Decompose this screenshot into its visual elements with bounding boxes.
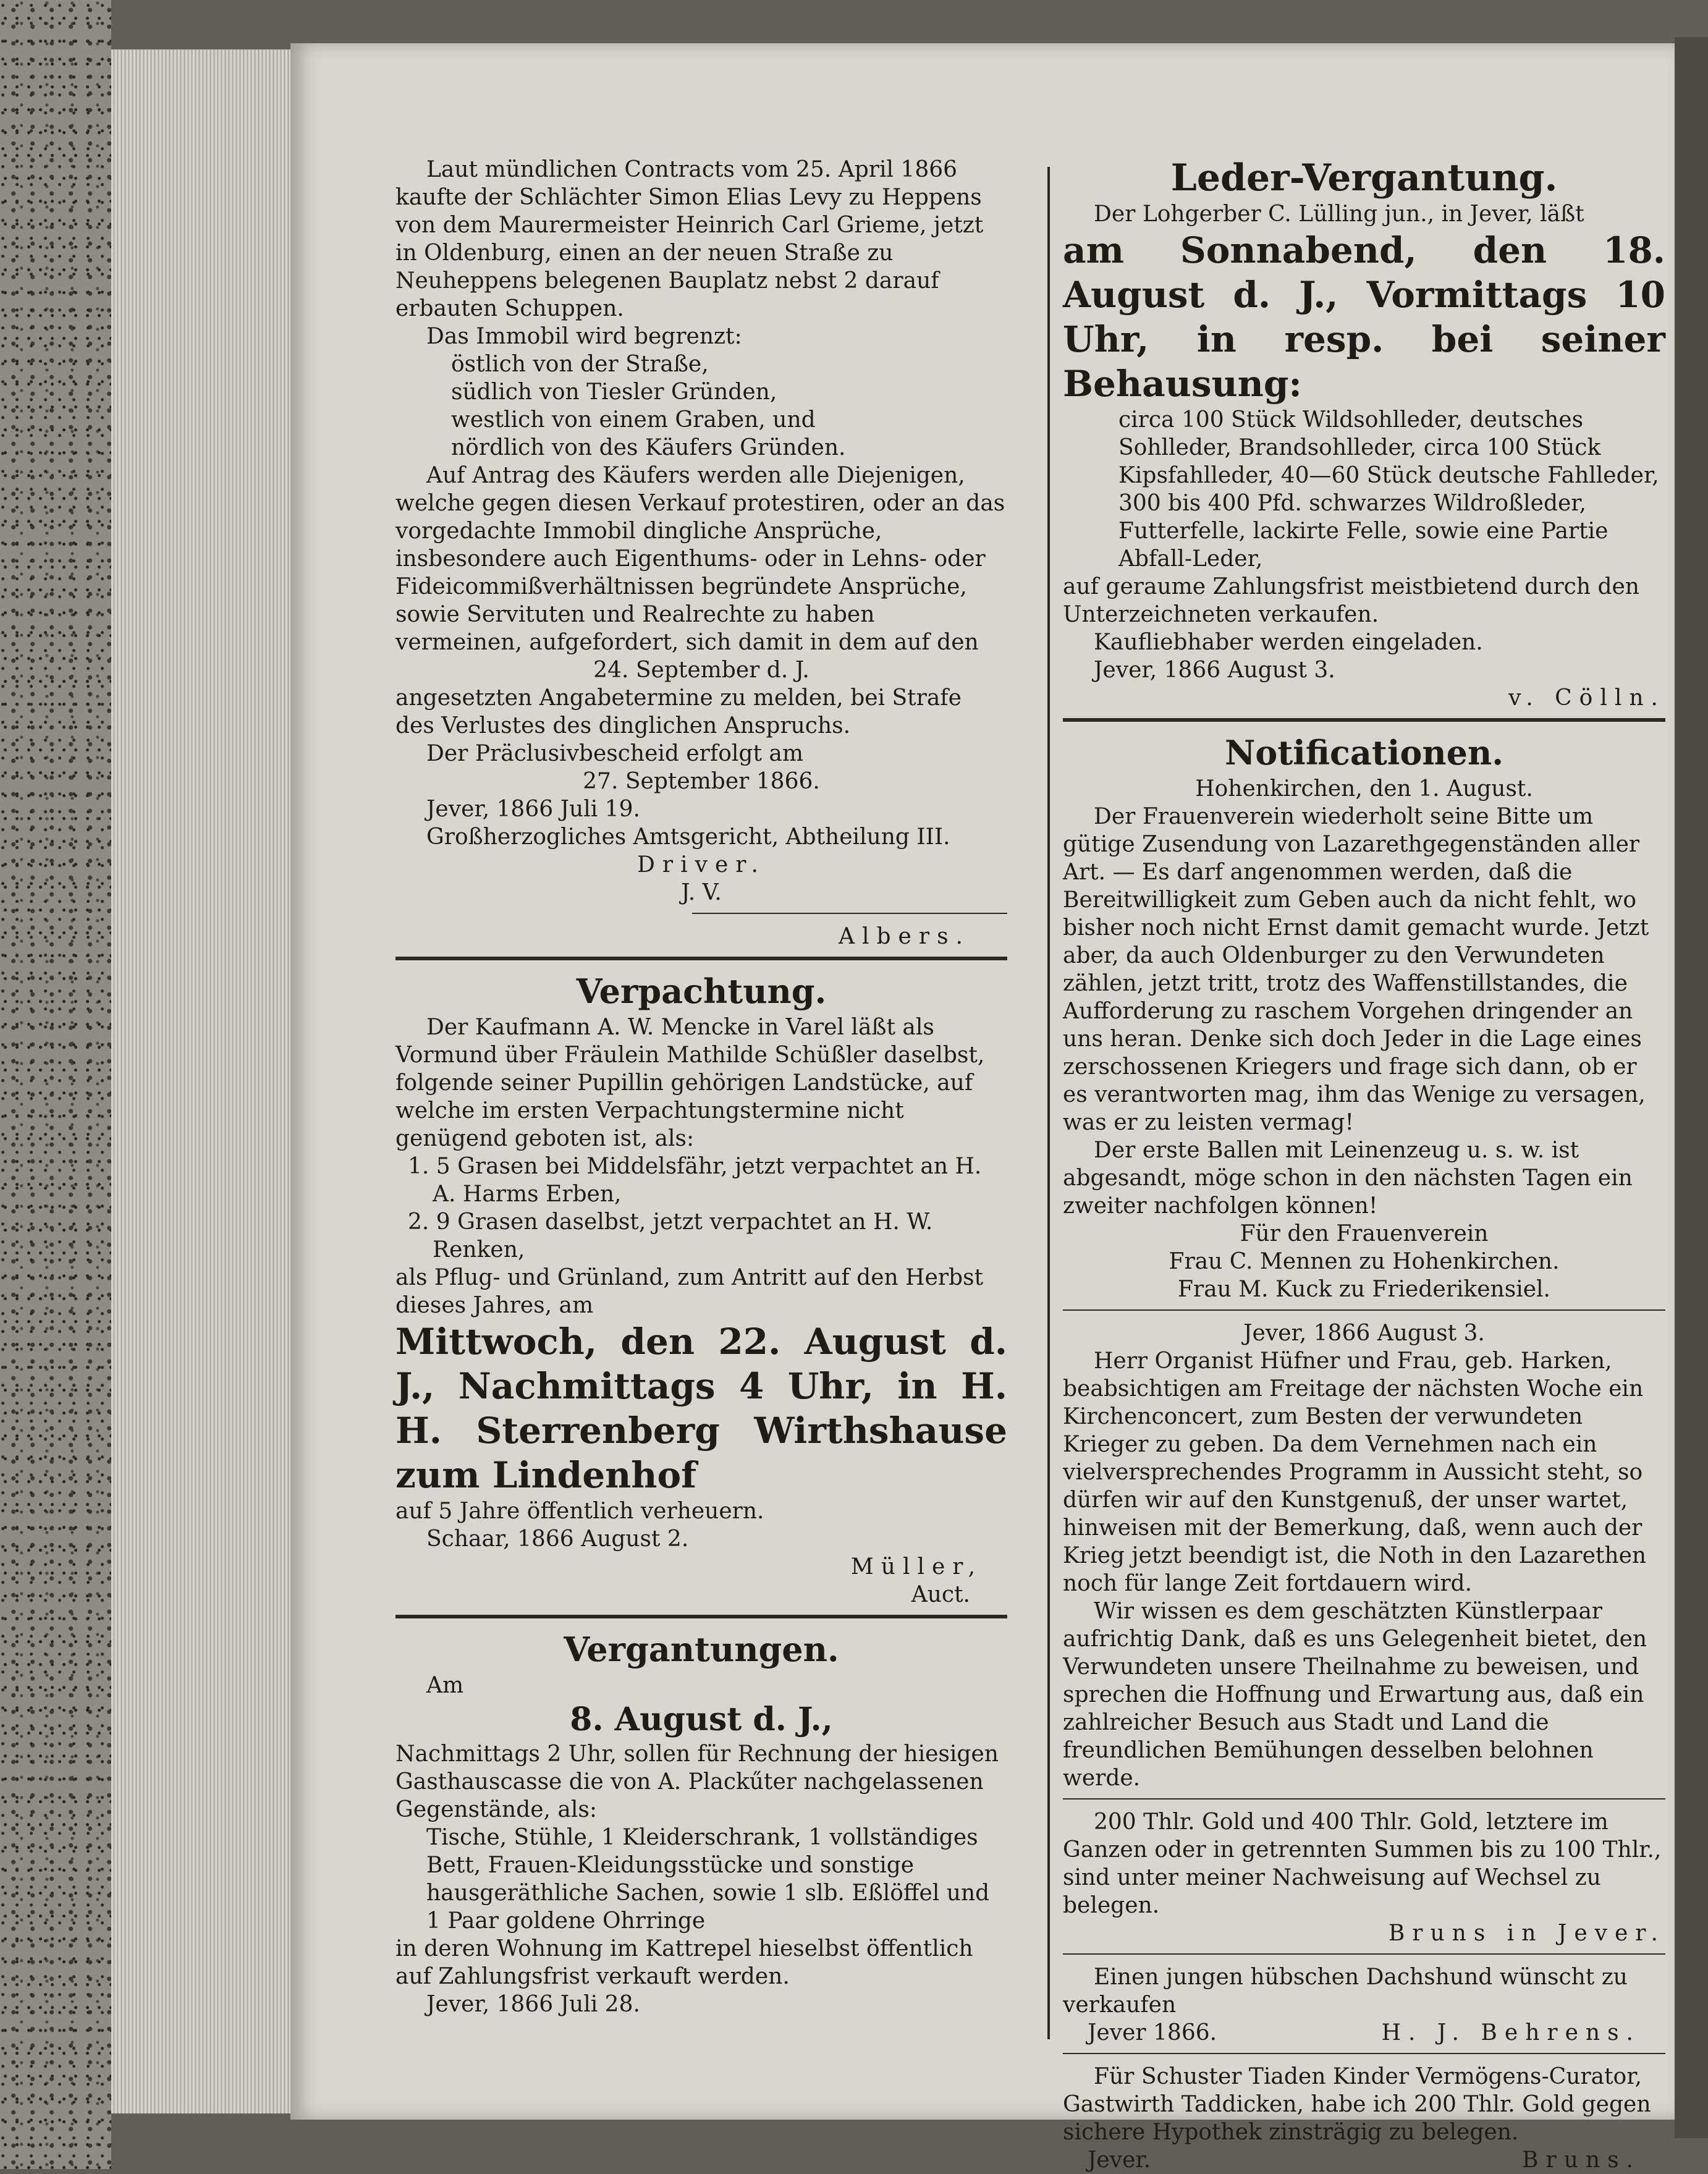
loan-place: Jever.: [1088, 2147, 1151, 2173]
money-text: 200 Thlr. Gold und 400 Thlr. Gold, letztere im Ganzen oder in getrennten Summen bis zu 100 Thlr., sind unter meiner Nachweisung auf Wechsel zu belegen.: [1063, 1809, 1662, 1918]
bounds-list: [395, 350, 1007, 462]
contract-text: Laut mündlichen Contracts vom 25. April 1866 kaufte der Schlächter Simon Elias Levy zu Heppens von dem Maurermeister Heinrich Carl Grieme, jetzt in Oldenburg, einen an der neuen Straße zu Neuheppens belegenen Bauplatz nebst 2 darauf erbauten Schuppen.: [395, 157, 984, 321]
auction-heading: Vergantungen.: [564, 1630, 839, 1669]
lease-item-1: 1. 5 Grasen bei Middelsfähr, jetzt verpachtet an H. A. Harms Erben,: [408, 1154, 982, 1207]
auction-items: Tische, Stühle, 1 Kleiderschrank, 1 vollständiges Bett, Frauen-Kleidungsstücke und sonstige hausgeräthliche Sachen, sowie 1 slb. Eßlöffel und 1 Paar goldene Ohrringe: [426, 1825, 990, 1934]
left-column: [395, 156, 1007, 2018]
lease-place: Schaar, 1866 August 2.: [426, 1526, 689, 1552]
section-divider: [395, 1615, 1007, 1618]
lease-end: auf 5 Jahre öffentlich verheuern.: [395, 1499, 764, 1524]
loan-signer: Bruns.: [1522, 2147, 1641, 2173]
divider: [1063, 1309, 1665, 1311]
leather-signer: v. Cölln.: [1508, 685, 1665, 711]
lease-mid: als Pflug- und Grünland, zum Antritt auf den Herbst dieses Jahres, am: [395, 1265, 984, 1318]
notif1-signer-2: Frau M. Kuck zu Friederikensiel.: [1178, 1277, 1550, 1302]
notif1-signer-1: Frau C. Mennen zu Hohenkirchen.: [1169, 1249, 1560, 1274]
notif2-text-2: Wir wissen es dem geschätzten Künstlerpaar aufrichtig Dank, daß es uns Gelegenheit bietet, den Verwundeten unsere Theilnahme zu beweisen, und sprechen die Hoffnung und Erwartung aus, daß ein zahlreicher Besuch aus Stadt und Land die freundlichen Bemühungen desselben belohnen werde.: [1063, 1599, 1647, 1791]
term-date: 24. September d. J.: [593, 658, 810, 683]
dog-signer: H. J. Behrens.: [1381, 2020, 1641, 2045]
leather-date: am Sonnabend, den 18. August d. J., Vormittags 10 Uhr, in resp. bei seiner Behausung:: [1063, 229, 1665, 405]
auction-text: Nachmittags 2 Uhr, sollen für Rechnung der hiesigen Gasthauscasse die von A. Plackűter nachgelassenen Gegenstände, als:: [395, 1741, 999, 1822]
signer-albers: Albers.: [839, 924, 970, 949]
notif1-place: Hohenkirchen, den 1. August.: [1195, 776, 1533, 802]
auction-am: Am: [426, 1673, 464, 1698]
dog-place: Jever 1866.: [1088, 2020, 1217, 2045]
leather-items: circa 100 Stück Wildsohlleder, deutsches Sohlleder, Brandsohlleder, circa 100 Stück Kipsfahlleder, 40—60 Stück deutsche Fahlleder, 300 bis 400 Pfd. schwarzes Wildroßleder, Futterfelle, lackirte Felle, sowie eine Partie Abfall-Leder,: [1118, 407, 1659, 572]
money-signer: Bruns in Jever.: [1388, 1921, 1665, 1946]
divider: [692, 913, 1007, 914]
book-edge-speckled: [0, 0, 111, 2169]
bound-north: nördlich von des Käufers Gründen.: [451, 435, 846, 460]
bound-west: westlich von einem Graben, und: [451, 407, 816, 433]
auction-date: 8. August d. J.,: [570, 1701, 833, 1738]
lease-date: Mittwoch, den 22. August d. J., Nachmittags 4 Uhr, in H. H. Sterrenberg Wirthshause zum Lindenhof: [395, 1321, 1007, 1496]
leather-intro: Der Lohgerber C. Lülling jun., in Jever, läßt: [1094, 201, 1584, 227]
auction-place: Jever, 1866 Juli 28.: [426, 1992, 640, 2017]
place-date: Jever, 1866 Juli 19.: [426, 797, 640, 822]
loan-text: Für Schuster Tiaden Kinder Vermögens-Curator, Gastwirth Taddicken, habe ich 200 Thlr. Gold gegen sichere Hypothek zinsträgig zu belegen.: [1063, 2064, 1651, 2145]
signer-driver: Driver.: [637, 852, 766, 878]
divider: [1063, 2053, 1665, 2054]
court-name: Großherzogliches Amtsgericht, Abtheilung III.: [426, 824, 950, 850]
lease-intro: Der Kaufmann A. W. Mencke in Varel läßt als Vormund über Fräulein Mathilde Schüßler daselbst, folgende seiner Pupillin gehörigen Landstücke, auf welche im ersten Verpachtungstermine nicht genügend geboten ist, als:: [395, 1015, 985, 1151]
notif1-text-2: Der erste Ballen mit Leinenzeug u. s. w. ist abgesandt, möge schon in den nächsten Tagen ein zweiter nachfolgen können!: [1063, 1138, 1633, 1219]
leather-place: Jever, 1866 August 3.: [1094, 658, 1335, 683]
page-stack-edges: [111, 49, 292, 2113]
lease-item-2: 2. 9 Grasen daselbst, jetzt verpachtet an H. W. Renken,: [408, 1209, 933, 1263]
notif-heading: Notificationen.: [1224, 733, 1504, 772]
loan-footer: [1063, 2146, 1665, 2174]
leather-invite: Kaufliebhaber werden eingeladen.: [1094, 630, 1483, 655]
divider: [1063, 1798, 1665, 1800]
auction-end: in deren Wohnung im Kattrepel hieselbst öffentlich auf Zahlungsfrist verkauft werden.: [395, 1936, 973, 1989]
book-right-edge: [1675, 37, 1708, 2138]
notif1-for: Für den Frauenverein: [1240, 1221, 1489, 1246]
request-text: Auf Antrag des Käufers werden alle Diejenigen, welche gegen diesen Verkauf protestiren, oder an das vorgedachte Immobil dingliche Ansprüche, insbesondere auch Eigenthums- oder in Lehns- oder Fideicommißverhältnissen begründete Ansprüche, sowie Servituten und Realrechte zu haben vermeinen, aufgefordert, sich damit in dem auf den: [395, 463, 1005, 655]
right-column: [1063, 156, 1665, 2174]
bound-east: östlich von der Straße,: [451, 352, 709, 377]
leather-heading: Leder-Vergantung.: [1170, 156, 1558, 200]
signer-jv: J. V.: [681, 880, 722, 905]
bound-south: südlich von Tiesler Gründen,: [451, 379, 777, 405]
decision-date: 27. September 1866.: [583, 769, 820, 794]
bounds-intro: Das Immobil wird begrenzt:: [426, 324, 742, 349]
leather-end: auf geraume Zahlungsfrist meistbietend durch den Unterzeichneten verkaufen.: [1063, 574, 1639, 627]
section-divider: [395, 957, 1007, 960]
notif2-text: Herr Organist Hüfner und Frau, geb. Harken, beabsichtigen am Freitage der nächsten Woche ein Kirchenconcert, zum Besten der verwundeten Krieger zu geben. Da dem Vernehmen nach ein vielversprechendes Programm in Aussicht steht, so dürfen wir auf den Kunstgenuß, der unser wartet, hinweisen mit der Bemerkung, daß, wenn auch der Krieg jetzt beendigt ist, die Noth in den Lazarethen noch für lange Zeit fortdauern wird.: [1063, 1348, 1647, 1596]
lease-signer: Müller,: [850, 1554, 983, 1580]
section-divider: [1063, 718, 1665, 722]
notif2-place: Jever, 1866 August 3.: [1243, 1321, 1485, 1346]
lease-heading: Verpachtung.: [576, 971, 827, 1011]
dog-footer: [1063, 2019, 1665, 2047]
decision-text: Der Präclusivbescheid erfolgt am: [426, 741, 803, 766]
request-text-2: angesetzten Angabetermine zu melden, bei Strafe des Verlustes des dinglichen Anspruchs.: [395, 685, 962, 738]
column-divider: [1047, 167, 1050, 2039]
notif1-text: Der Frauenverein wiederholt seine Bitte um gütige Zusendung von Lazarethgegenständen aller Art. — Es darf angenommen werden, daß die Bereitwilligkeit zum Geben auch da nicht fehlt, wo bisher noch nicht Ernst damit gemacht wurde. Jetzt aber, da auch Oldenburger zu den Verwundeten zählen, jetzt tritt, trotz des Waffenstillstandes, die Aufforderung zu raschem Vorgehen dringender an uns heran. Denke sich doch Jeder in die Lage eines zerschossenen Kriegers und frage sich dann, ob er es verantworten mag, ihm das Wenige zu versagen, was er zu leisten vermag!: [1063, 804, 1649, 1135]
divider: [1063, 1953, 1665, 1955]
lease-role: Auct.: [911, 1582, 970, 1607]
dog-text: Einen jungen hübschen Dachshund wünscht zu verkaufen: [1063, 1965, 1628, 2018]
